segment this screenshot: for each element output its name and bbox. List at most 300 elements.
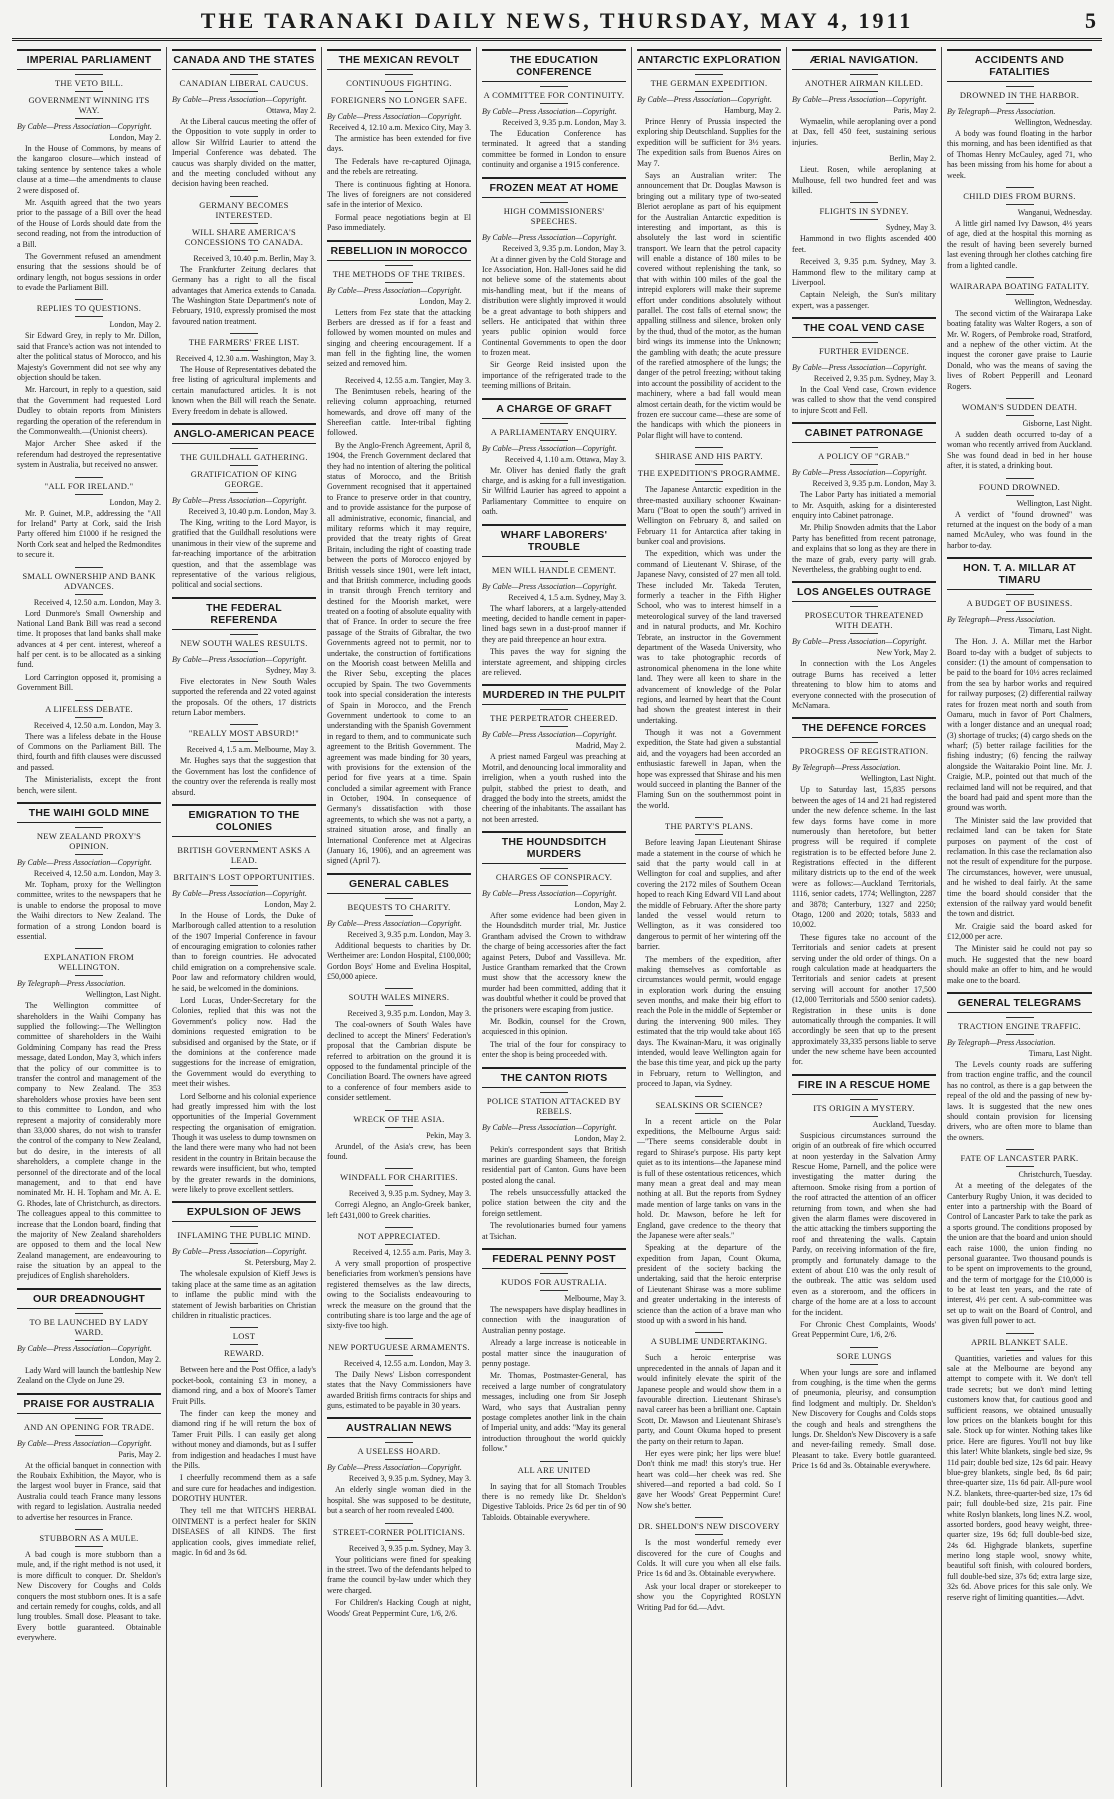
paragraph: There is continuous fighting at Honora. The lives of foreigners are not considered safe in the interior of Mexico. — [327, 179, 471, 210]
article-heading: FEDERAL PENNY POST — [482, 1248, 626, 1269]
byline: By Cable—Press Association—Copyright. — [792, 637, 927, 647]
article — [482, 49, 626, 171]
dateline: London, May 2. — [109, 1354, 161, 1364]
divider — [1006, 594, 1034, 595]
byline: By Cable—Press Association—Copyright. — [17, 122, 152, 131]
divider — [540, 440, 568, 441]
divider — [695, 1517, 723, 1518]
article-heading: GENERAL CABLES — [327, 873, 471, 894]
divider — [230, 448, 258, 449]
dateline: Received 4, 12.55 a.m. Paris, May 3. — [352, 1248, 471, 1258]
article-subheading: A USELESS HOARD. — [357, 1446, 441, 1457]
divider — [230, 74, 258, 75]
article — [327, 1523, 471, 1619]
dateline: Pekin, May 3. — [426, 1130, 471, 1140]
divider — [850, 464, 878, 465]
divider — [75, 91, 103, 92]
paragraph: Lieut. Rosen, while aeroplaning at Mulhouse, fell two hundred feet and was killed. — [792, 165, 936, 195]
article-subheading: A SUBLIME UNDERTAKING. — [650, 1336, 768, 1347]
divider — [1006, 1166, 1034, 1167]
byline: By Telegraph—Press Association. — [17, 979, 126, 989]
article-subheading: THE GUILDHALL GATHERING. — [180, 452, 308, 463]
paragraph: The trial of the four for conspiracy to enter the shop is being proceeded with. — [482, 1039, 626, 1060]
divider — [75, 1546, 103, 1547]
paragraph: I cheerfully recommend them as a safe and sure cure for headaches and indigestion. DOROTHY HUNTER. — [172, 1473, 316, 1504]
article-subheading: GOVERNMENT WINNING ITS WAY. — [28, 95, 150, 115]
divider — [540, 103, 568, 104]
divider — [1006, 1034, 1034, 1035]
paragraph: At the Liberal caucus meeting the offer of the Opposition to vote supply in order to allow Sir Wilfrid Laurier to attend the Imperial Conference was debated. The caucus was sharply divided on the matter, and the meeting concluded without any decision having been reached. — [172, 117, 316, 189]
article-heading: REBELLION IN MOROCCO — [327, 240, 471, 261]
dateline: London, May 2. — [109, 133, 161, 142]
divider — [75, 700, 103, 701]
article — [327, 1168, 471, 1221]
paragraph: The Frankfurter Zeitung declares that Germany has a right to all the fiscal advantages that America extends to Canada. The Washington State Department's note of February, 1910, expressly promised the most favoured nation treatment. — [172, 264, 316, 326]
divider — [1006, 611, 1034, 612]
byline: By Cable—Press Association—Copyright. — [482, 1122, 617, 1132]
article-subheading: REWARD. — [223, 1348, 265, 1359]
paragraph: At the official banquet in connection with the Roubaix Exhibition, the Mayor, who is the largest wool buyer in France, said that Australia could teach France many lessons with regard to legislation. Australia needed to advertise her resources in France. — [17, 1460, 161, 1522]
article — [637, 1096, 781, 1327]
article — [792, 717, 936, 1068]
article — [17, 700, 161, 796]
article-subheading: SEALSKINS OR SCIENCE? — [655, 1099, 763, 1110]
article-subheading: EXPLANATION FROM WELLINGTON. — [43, 952, 135, 973]
article — [792, 581, 936, 711]
divider — [540, 1092, 568, 1093]
divider — [850, 91, 878, 92]
paragraph: They tell me that WITCH'S HERBAL OINTMENT is a perfect healer for SKIN DISEASES of all KINDS. The first application cools, gives immediate relief, magic. In 6d and 3s 6d. — [172, 1506, 316, 1558]
article-subheading: HIGH COMMISSIONERS' SPEECHES. — [503, 205, 605, 226]
divider — [75, 1313, 103, 1314]
article — [947, 398, 1092, 472]
divider — [540, 229, 568, 230]
divider — [230, 841, 258, 842]
article — [327, 873, 471, 983]
divider — [850, 1364, 878, 1365]
divider — [540, 86, 568, 87]
byline: By Cable—Press Association—Copyright. — [327, 285, 462, 295]
divider — [540, 1461, 568, 1462]
dateline: Melbourne, May 3. — [564, 1294, 626, 1304]
article-subheading: PROSECUTOR THREATENED WITH DEATH. — [804, 610, 924, 631]
divider — [230, 1361, 258, 1362]
divider — [75, 118, 103, 119]
divider — [75, 827, 103, 828]
paragraph: In the House of Commons, by means of the kangaroo closure—which instead of taking sentence by sentence takes a whole clause at a time—the amendments to clause 2 were disposed of. — [17, 144, 161, 195]
divider — [385, 1110, 413, 1111]
dateline: Sydney, May 3. — [265, 665, 316, 675]
paragraph: Major Archer Shee asked if the referendum had destroyed the representative system in Australia, but received no answer. — [17, 439, 161, 470]
article — [327, 1227, 471, 1332]
paragraph: In connection with the Los Angeles outrage Burns has received a letter threatening to blow him to atoms and everyone connected with the prosecution of McNamara. — [792, 659, 936, 710]
article-heading: MURDERED IN THE PULPIT — [482, 684, 626, 705]
article-heading: PRAISE FOR AUSTRALIA — [17, 1393, 161, 1414]
divider — [230, 1226, 258, 1227]
paragraph: The Hon. J. A. Millar met the Harbor Board to-day with a budget of subjects to consider: (1) the amount of compensation to be paid to the board for 10½ acres reclaimed from the sea by harbor works and required for railway purposes; (2) differential railway rates for frozen meat north and south from Oamaru, much in favor of Port Chalmers, with a longer distance and an unequal road; (3) shortage of trucks; (4) cargo sheds on the wharf; (5) better railage facilities for the fishing industry; (6) fencing the railway alongside the Waitarakio Point line. Mr. J. Craigie, M.P., pointed out that much of the reclaimed land will not be required, and that the board had paid and spent more than the ground was worth. — [947, 637, 1092, 813]
article-subheading: CHILD DIES FROM BURNS. — [963, 190, 1076, 201]
article-heading: EXPULSION OF JEWS — [172, 1201, 316, 1222]
divider — [540, 726, 568, 727]
byline: By Cable—Press Association—Copyright. — [327, 112, 462, 121]
article-subheading: FURTHER EVIDENCE. — [818, 346, 910, 357]
article — [172, 724, 316, 798]
article-subheading: WAIRARAPA BOATING FATALITY. — [949, 280, 1090, 291]
paragraph: The Government refused an amendment ensuring that the sessions should be of ordinary length, not bogus sessions in order to evade the Parliament Bill. — [17, 251, 161, 293]
byline: By Cable—Press Association—Copyright. — [792, 468, 927, 478]
paragraph: Lady Ward will launch the battleship New Zealand on the Clyde on June 29. — [17, 1365, 161, 1386]
paragraph: The coal-owners of South Wales have declined to accept the Miners' Federation's proposal that the Cambrian dispute be referred to arbitration on the ground it is opposed to the fundamental principle of the Conciliation Board. The owners have agreed to a conference of four members aside to consider settlement. — [327, 1020, 471, 1103]
article-subheading: WRECK OF THE ASIA. — [353, 1113, 445, 1124]
paragraph: The armistice has been extended for five days. — [327, 134, 471, 154]
article-heading: THE CANTON RIOTS — [482, 1067, 626, 1088]
article — [792, 1074, 936, 1341]
paragraph: A body was found floating in the harbor this morning, and has been identified as that of Thomas Henry McCauley, aged 71, who has been missing from his home for about a week. — [947, 129, 1092, 180]
paragraph: There was a lifeless debate in the House of Commons on the Parliament Bill. The third, fourth and fifth clauses were discussed and passed. — [17, 731, 161, 772]
article — [792, 422, 936, 575]
article-subheading: BRITAIN'S LOST OPPORTUNITIES. — [173, 871, 315, 882]
divider — [695, 817, 723, 818]
dateline: Wellington, Wednesday. — [1014, 297, 1092, 307]
paragraph: Mr. Hughes says that the suggestion that the Government has lost the confidence of the country over the referenda is really most absurd. — [172, 756, 316, 797]
article-subheading: THE METHODS OF THE TRIBES. — [332, 268, 466, 279]
article-subheading: A LIFELESS DEBATE. — [45, 703, 133, 714]
divider — [230, 333, 258, 334]
paragraph: The King, writing to the Lord Mayor, is gratified that the Guildhall resolutions were unanimous in their view of the supreme and far-reaching importance of the arbitration question, and that the assemblage was representative of the various religious, political and social sections. — [172, 518, 316, 590]
dateline: Gisborne, Last Night. — [1022, 419, 1092, 429]
dateline: Paris, May 2. — [893, 106, 936, 115]
article-heading: THE COAL VEND CASE — [792, 317, 936, 338]
byline: By Cable—Press Association—Copyright. — [792, 363, 927, 373]
divider — [695, 1349, 723, 1350]
article-subheading: FOUND DROWNED. — [978, 481, 1061, 492]
divider — [230, 91, 258, 92]
divider — [75, 1435, 103, 1436]
article — [637, 817, 781, 1089]
byline: By Cable—Press Association—Copyright. — [792, 95, 927, 104]
article-subheading: THE FARMERS' FREE LIST. — [188, 337, 300, 348]
article-subheading: GRATIFICATION OF KING GEORGE. — [190, 469, 298, 490]
article — [17, 299, 161, 470]
dateline: Received 3, 9.35 p.m. London, May 3. — [347, 1009, 471, 1019]
divider — [1006, 1017, 1034, 1018]
article — [947, 478, 1092, 552]
divider — [850, 342, 878, 343]
article-heading: ANGLO-AMERICAN PEACE — [172, 423, 316, 444]
dateline: Paris, May 2. — [118, 1449, 161, 1459]
article — [482, 177, 626, 392]
divider — [75, 1340, 103, 1341]
dateline: Received 4, 12.50 a.m. London, May 3. — [33, 868, 161, 878]
paragraph: By the Anglo-French Agreement, April 8, 1904, the French Government declared that they had no intention of altering the political status of Morocco, and the British Government recognised that it appertained to France to preserve order in that country, and to provide assistance for the purpose of all administrative, economic, financial, and military reforms which it may require, provided that the treaty rights of Great Britain, including the right of coasting trade between the ports of Morocco enjoyed by British vessels since 1901, were left intact, and that British commerce, including goods in transit through French territory and destined for the Moorish market, were treated on a footing of absolute equality with that of France. In order to secure the free passage of the Straits of Gibraltar, the two Governments agreed not to permit, nor to undertake, the construction of fortifications on the Moorish coast between Melilla and the River Sebu, excepting the places occupied by Spain. The two Governments took into special consideration the interests of Spain in Morocco, and the French Government undertook to come to an understanding with the Spanish Government in regard to them, and to communicate such agreement to the British Government. The agreement was made binding for 30 years, with provisions for the extension of the period for five years at a time. Spain concluded a similar agreement with France in October, 1904. In consequence of Germany's dissatisfaction with those agreements, to which she was not a party, a strained situation arose, and finally an International Conference met at Algeciras (January 16, 1906), and an agreement was signed (April 7). — [327, 440, 471, 866]
divider — [230, 1344, 258, 1345]
divider — [75, 594, 103, 595]
article — [327, 1110, 471, 1163]
dateline: Received 3, 9.35 p.m. London, May 3. — [502, 118, 626, 127]
article — [482, 398, 626, 518]
article — [792, 317, 936, 416]
divider — [540, 709, 568, 710]
dateline: New York, May 2. — [876, 648, 936, 658]
paragraph: Says an Australian writer: The announcement that Dr. Douglas Mawson is bringing out a military type of two-seated Bleriot aeroplane as part of his equipment for the Australian Antarctic expedition is interesting and important, as this is absolutely the last word in scientific transport. We learn that the petrol capacity will enable a distance of 180 miles to be covered without replenishing the tank, so that with within 100 miles of the goal the intrepid explorers will make their supreme effort under conditions absolutely without parallel. The cost falls of eternal snow; the appalling stillness and silence, broken only by the thud, thud of the motor, as the human bird wings its immense into the Unknown; the gambling with death; the acute pressure of the rarefied atmosphere of the lungs; the danger of the petrol freezing; without taking into account the possibility of accident to the machinery, where a bad fall would mean almost certain death, for the victim would be frozen ere succour came—these are some of the handicaps with which the pioneers in Polar flight will have to contend. — [637, 170, 781, 440]
article-subheading: WOMAN'S SUDDEN DEATH. — [961, 402, 1078, 413]
dateline: London, May 2. — [109, 320, 161, 330]
dateline: Received 3, 9.35 p.m. Sydney, May 3. — [348, 1189, 471, 1199]
article-heading: A CHARGE OF GRAFT — [482, 398, 626, 419]
divider — [385, 1459, 413, 1460]
article — [327, 988, 471, 1103]
dateline: Received 3, 9.35 p.m. Sydney, May 3. — [348, 1474, 471, 1484]
dateline: Received 4, 12.55 a.m. Tangier, May 3. — [344, 375, 471, 385]
divider — [75, 477, 103, 478]
byline: By Cable—Press Association—Copyright. — [637, 95, 772, 104]
paragraph: The Ministerialists, except the front bench, were silent. — [17, 775, 161, 795]
divider — [540, 1119, 568, 1120]
byline: By Cable—Press Association—Copyright. — [327, 1463, 462, 1473]
article — [327, 376, 471, 867]
paragraph: Mr. Harcourt, in reply to a question, said that the Government had requested Lord Dudley to obtain reports from Ministers regarding the operation of the referendum in the Commonwealth.—(Unionist cheers). — [17, 385, 161, 436]
byline: By Cable—Press Association—Copyright. — [482, 889, 617, 899]
article-heading: CABINET PATRONAGE — [792, 422, 936, 443]
article-subheading: ALL ARE UNITED — [517, 1464, 591, 1475]
divider — [75, 567, 103, 568]
paragraph: Quantities, varieties and values for this sale at the Melbourne are beyond any attempt to compete with it. We don't tell trade secrets; but we don't mind letting customers know that, for cautious good and sufficient reasons, we obtained unusually low prices on the blankets bought for this sale. Stock up for winter. Nothing takes like price. Here are figures. You'll not buy like this later! White blankets, single bed size, 9s 11d pair; double bed size, 12s 6d pair. Heavy blue-grey blankets, single bed, 8s 6d pair; three-quarter size, 11s 6d pair. All-pure wool N.Z. blankets, three-quarter-bed size, 17s 6d pair; full double-bed size, 21s pair. Fine white Roslyn blankets, long lines N.Z. wool, assorted borders, good heavy weight, three-quarter size, 19s 6d; full double-bed size, 24s 6d. Highgrade blankets, superfine merino long staple wool, snowy white, beautiful soft finish, with coloured borders, full double-bed size, 37s 6d; extra large size, 32s 6d. Above prices for this sale only. We reserve right of limiting quantities.—Advt. — [947, 1353, 1092, 1602]
dateline: Received 4, 12.50 a.m. London, May 3. — [33, 720, 161, 730]
article — [792, 1347, 936, 1472]
divider — [385, 1355, 413, 1356]
article-heading: FIRE IN A RESCUE HOME — [792, 1074, 936, 1095]
dateline: London, May 2. — [264, 899, 316, 909]
article — [172, 1201, 316, 1321]
article — [172, 804, 316, 1196]
paragraph: Five electorates in New South Wales supported the referenda and 22 voted against the proposals. Of the others, 17 districts return Labor members. — [172, 676, 316, 717]
paragraph: Though it was not a Government expedition, the State had given a substantial aid, and the voyagers had been accorded an enthusiastic farewell in Japan, when the hope was expressed that Shirase and his men would succeed in planting the Banner of the Flaming Sun on the southernmost point in the world. — [637, 728, 781, 810]
dateline: Wellington, Last Night. — [85, 990, 161, 1000]
article — [637, 1517, 781, 1613]
byline: By Telegraph—Press Association. — [792, 763, 901, 773]
article-subheading: "REALLY MOST ABSURD!" — [188, 728, 300, 739]
article-heading: FROZEN MEAT AT HOME — [482, 177, 626, 198]
paragraph: A priest named Fargeul was preaching at Motril, and denouncing local immorality and irreligion, when a youth rushed into the pulpit, stabbed the priest to death, and dragged the body into the streets, amidst the cheering of the inhabitants. The assailant has not been arrested. — [482, 752, 626, 824]
paragraph: In the Coal Vend case, Crown evidence was called to show that the vend conspired to injure Scott and Fell. — [792, 385, 936, 415]
article-heading: THE MEXICAN REVOLT — [327, 49, 471, 70]
divider — [385, 1540, 413, 1541]
paragraph: Lord Lucas, Under-Secretary for the Colonies, replied that this was not the Government's policy now. Had the dominions requested emigration to be subsidised and organised by the State, or if the dominions at the conference made suggestions for the increase of emigration, the Government would do everything to meet their wishes. — [172, 996, 316, 1089]
paragraph: Mr. Philip Snowden admits that the Labor Party has benefitted from recent patronage, and explains that so long as they are there in the maze of grab, every party will grab. Nevertheless, the grabbing ought to end. — [792, 523, 936, 574]
article-subheading: GERMANY BECOMES INTERESTED. — [199, 199, 289, 220]
divider — [1006, 478, 1034, 479]
dateline: Wellington, Last Night. — [1016, 498, 1092, 508]
paragraph: Suspicious circumstances surround the origin of an outbreak of fire which occurred at noon yesterday in the Salvation Army Rescue Home, Parnell, and the police were investigating the matter during the afternoon. Smoke rising from a portion of the roof attracted the attention of an officer returning from town, and when she had given the alarm flames were discovered in the attic attacking the timbers supporting the roof and threatening the walls. Captain Pardy, on receiving information of the fire, promptly and fortunately damage to the extent of about £10 was the only result of the outbreak. The attic was seldom used even as a storeroom, and the officers in charge of the home are at a loss to account for the incident. — [792, 1130, 936, 1317]
article — [17, 477, 161, 561]
page-number: 5 — [1085, 8, 1096, 33]
byline: By Telegraph—Press Association. — [947, 107, 1056, 116]
byline: By Cable—Press Association—Copyright. — [17, 857, 152, 867]
paragraph: An elderly single woman died in the hospital. She was supposed to be destitute, but a search of her room revealed £400. — [327, 1485, 471, 1516]
divider — [695, 481, 723, 482]
byline: By Cable—Press Association—Copyright. — [172, 1247, 307, 1257]
paragraph: The Daily News' Lisbon correspondent states that the Navy Commissioners have awarded British firms contracts for ships and guns, estimated to be payable in 30 years. — [327, 1369, 471, 1410]
article-subheading: KUDOS FOR AUSTRALIA. — [501, 1277, 607, 1288]
article-heading: ÆRIAL NAVIGATION. — [792, 49, 936, 70]
paragraph: The newspapers have display headlines in connection with the inauguration of Australian penny postage. — [482, 1305, 626, 1335]
paragraph: Sir George Reid insisted upon the importance of the refrigerated trade to the teeming millions of Britain. — [482, 360, 626, 391]
divider — [385, 265, 413, 266]
article-subheading: POLICE STATION ATTACKED BY REBELS. — [486, 1095, 622, 1116]
article-subheading: TRACTION ENGINE TRAFFIC. — [958, 1021, 1081, 1032]
column-1 — [12, 47, 167, 1787]
divider — [385, 74, 413, 75]
dateline: Auckland, Tuesday. — [872, 1119, 936, 1129]
byline: By Cable—Press Association—Copyright. — [482, 730, 617, 740]
dateline: Wanganui, Wednesday. — [1017, 207, 1092, 217]
divider — [1006, 1149, 1034, 1150]
divider — [850, 633, 878, 634]
paragraph: Mr. Craigie said the board asked for £12,000 per acre. — [947, 921, 1092, 942]
article-subheading: SMALL OWNERSHIP AND BANK ADVANCES. — [22, 570, 156, 591]
divider — [540, 1290, 568, 1291]
paragraph: The wharf laborers, at a largely-attended meeting, decided to handle cement in paper-lined bags sewn in a dust-proof manner if they are paid threepence an hour extra. — [482, 603, 626, 644]
divider — [850, 219, 878, 220]
article-subheading: ITS ORIGIN A MYSTERY. — [813, 1102, 915, 1113]
byline: By Cable—Press Association—Copyright. — [17, 1343, 152, 1353]
paragraph: In saying that for all Stomach Troubles there is no remedy like Dr. Sheldon's Digestive Tabloids. Price 2s 6d per tin of 90 Tabloids. Obtainable everywhere. — [482, 1481, 626, 1522]
divider — [695, 74, 723, 75]
divider — [230, 651, 258, 652]
divider — [540, 202, 568, 203]
paragraph: Mr. Asquith agreed that the two years prior to the passage of a Bill over the head of the House of Lords should date from the second reading, not from the introduction of a Bill. — [17, 197, 161, 249]
divider — [695, 447, 723, 448]
article — [947, 277, 1092, 392]
byline: By Cable—Press Association—Copyright. — [172, 888, 307, 898]
divider — [385, 1185, 413, 1186]
paragraph: Such a heroic enterprise was unprecedented in the annals of Japan and it would infinitely elevate the spirit of the Japanese people and would show them in a favourable direction. Lieutenant Shirase's naval career has been a brilliant one. Captain Scott, Dr. Mawson and Lieutenant Shirase's party, and Count Okuma hoped to present the party on their return to Japan. — [637, 1353, 781, 1446]
article-subheading: A COMMITTEE FOR CONTINUITY. — [483, 90, 625, 100]
article-subheading: THE GERMAN EXPEDITION. — [650, 78, 768, 88]
paragraph: The second victim of the Wairarapa Lake boating fatality was Walter Rogers, a son of Mr. W. Rogers, of Pembroke road, Stratford, and a nephew of the other victim. At the inquest the coroner gave praise to Laurie Donald, who was the means of saving the lives of Robert Pepperill and Leonard Rogers. — [947, 308, 1092, 391]
dateline: Received 3, 9.35 p.m. London, May 3. — [502, 243, 626, 253]
divider — [385, 1442, 413, 1443]
article-subheading: DROWNED IN THE HARBOR. — [959, 90, 1080, 100]
paragraph: Formal peace negotiations begin at El Paso immediately. — [327, 212, 471, 233]
divider — [850, 606, 878, 607]
article-subheading: CONTINUOUS FIGHTING. — [346, 78, 452, 88]
dateline: Received 3, 10.40 p.m. Berlin, May 3. — [193, 253, 316, 263]
paragraph: Her eyes were pink; her lips were blue! Don't think me mad! this story's true. Her heart was cold—her cheek was red. She shivered—and reported a bad cold. So I gave her Woods' Great Peppermint Cure! Now she's better. — [637, 1448, 781, 1510]
divider — [850, 202, 878, 203]
article-subheading: APRIL BLANKET SALE. — [970, 1336, 1069, 1347]
divider — [540, 423, 568, 424]
divider — [230, 465, 258, 466]
paragraph: At a dinner given by the Cold Storage and Ice Association, Hon. Hall-Jones said he did not believe some of the statements about mis-handling meat, but if the means of distribution were slightly improved it would be a great advantage to both shippers and sellers. He anticipated that within three years public opinion would force Continental Governments to open the door to frozen meat. — [482, 254, 626, 358]
article-heading: LOS ANGELES OUTRAGE — [792, 581, 936, 602]
divider — [1006, 495, 1034, 496]
divider — [1006, 1333, 1034, 1334]
divider — [385, 1244, 413, 1245]
article-subheading: THE EXPEDITION'S PROGRAMME. — [637, 468, 781, 479]
divider — [75, 494, 103, 495]
paragraph: Mr. P. Guinet, M.P., addressing the "All for Ireland" Party at Cork, said the Irish Party offered him £1000 if he resigned the North Cork seat and helped the Redmondites to secure it. — [17, 508, 161, 560]
paragraph: Sir Edward Grey, in reply to Mr. Dillon, said that France's action was not intended to alter the political status of Morocco, and his Majesty's Government did not see why any objection should be taken. — [17, 331, 161, 383]
dateline: Received 3, 9.35 p.m. London, May 3. — [347, 929, 471, 939]
divider — [540, 1478, 568, 1479]
paragraph: The Education Conference has terminated. It agreed that a standing committee be formed in London to ensure continuity and organise a 1915 conference. — [482, 129, 626, 170]
byline: By Cable—Press Association—Copyright. — [172, 95, 307, 104]
paragraph: For Children's Hacking Cough at night, Woods' Great Peppermint Cure, 1/6, 2/6. — [327, 1598, 471, 1618]
article-subheading: SORE LUNGS — [836, 1350, 892, 1361]
paragraph: The finder can keep the money and diamond ring if he will return the box of Tamer Fruit Pills. I can easily get along without money and diamonds, but as I suffer from indigestion and headaches I must have the Pills. — [172, 1408, 316, 1470]
paragraph: The expedition, which was under the command of Lieutenant V. Shirase, of the Japanese Navy, consisted of 27 men all told. These included Mr. Takeda Teruten, formerly a teacher in the Fifth Higher School, who was to interest himself in a meteorological survey of the land traversed and in natural products, and Mr. Kochiro Tebrate, an instructor in the Government department of the Waseda University, who was to take photographic records of astronomical phenomena in the lone white land. They were all keen to share in the advancement of knowledge of the Polar regions, and learned by heart that the Count had shown the greatest interest in their undertaking. — [637, 549, 781, 725]
paragraph: Lord Dunmore's Small Ownership and National Land Bank Bill was read a second time. It proposes that land banks shall make advances at 4 per cent. interest, whereof a half per cent. is to be allocated as a sinking fund. — [17, 608, 161, 670]
article-heading: HON. T. A. MILLAR AT TIMARU — [947, 557, 1092, 590]
paragraph: The Japanese Antarctic expedition in the three-masted auxiliary schooner Kwainan-Maru ("Boat to open the south") arrived in Wellington on February 8, and sailed on February 11 for Antarctica after taking in bunker coal and provisions. — [637, 485, 781, 547]
dateline: Received 4, 12.55 a.m. London, May 3. — [343, 1358, 471, 1368]
paragraph: These figures take no account of the Territorials and senior cadets at present serving under the old order of things. On a rough calculation made at headquarters the Territorials and senior cadets at present serving will account for another 17,500 (12,000 Territorials and 5500 senior cadets). Registration in these units is done automatically through the companies. It will accordingly be seen that up to the present approximately 33,335 persons liable to serve under the new scheme have been accounted for. — [792, 932, 936, 1067]
article-subheading: WILL SHARE AMERICA'S CONCESSIONS TO CANADA. — [184, 226, 304, 247]
dateline: Wellington, Wednesday. — [1014, 118, 1092, 127]
dateline: Madrid, May 2. — [575, 741, 626, 751]
divider — [695, 464, 723, 465]
paragraph: The Minister said the law provided that reclaimed land can be taken for State purposes on payment of the cost of reclamation. In this case the reclamation also not the result of expenditure for the purpose. The circumstances, however, were unusual, and he wished to deal fairly. At the same time the board should consider that the extension of the railway yard would benefit the town and district. — [947, 815, 1092, 919]
divider — [230, 885, 258, 886]
divider — [540, 561, 568, 562]
masthead-title: THE TARANAKI DAILY NEWS, THURSDAY, MAY 4, 1911 — [200, 8, 914, 33]
divider — [230, 634, 258, 635]
article-heading: THE WAIHI GOLD MINE — [17, 802, 161, 823]
divider — [850, 742, 878, 743]
article-heading: EMIGRATION TO THE COLONIES — [172, 804, 316, 837]
article-subheading: NEW PORTUGUESE ARMAMENTS. — [328, 1341, 470, 1352]
paragraph: The wholesale expulsion of Kieff Jews is taking place at the same time as an agitation to inflame the public mind with the statement of Jewish barbarities on Christian children in ritualistic practices. — [172, 1269, 316, 1320]
dateline: St. Petersburg, May 2. — [244, 1258, 316, 1268]
article-subheading: A BUDGET OF BUSINESS. — [966, 598, 1073, 609]
article-subheading: SHIRASE AND HIS PARTY. — [655, 451, 763, 462]
dateline: Received 3, 9.35 p.m. London, May 3. — [812, 479, 936, 489]
paragraph: The Wellington committee of shareholders in the Waihi Company has supplied the following:—The Wellington committee of shareholders in the Waihi Goldmining Company has read the Press message, dated London, May 3, which infers that the policy of our committee is to transfer the control and management of the company to New Zealand. The 353 shareholders whose proxies have been sent to this committee to London, and who represent a majority of considerably more than 33,000 shares, do not wish to transfer the control of the company to New Zealand, but do desire, in the interests of all shareholders, a complete change in the personnel of the directorate and of the local management, and to that end have nominated Mr. H. H. Topham and Mr. A. E. G. Rhodes, late of Christchurch, as directors. The colleagues appeal to this committee to increase that the London board, finding that the majority of New Zealand shareholders are opposed to them and the local New Zealand management, are endeavouring to raise the situation by an appeal to the prejudices of English shareholders. — [17, 1001, 161, 1281]
article — [482, 831, 626, 1060]
divider — [230, 250, 258, 251]
article — [327, 1338, 471, 1412]
paragraph: Speaking at the departure of the expedition from Japan, Count Okuma, president of the society backing the undertaking, said that the heroic enterprise of Lieutenant Shirase was a more sublime and greater undertaking in the interests of science than the action of a brave man who stood up with a sword in his hand. — [637, 1243, 781, 1326]
article — [17, 802, 161, 942]
article — [17, 1393, 161, 1523]
divider — [75, 975, 103, 976]
divider — [230, 868, 258, 869]
divider — [850, 1347, 878, 1348]
article — [172, 49, 316, 190]
paragraph: This paves the way for signing the interstate agreement, and shipping circles are relieved. — [482, 647, 626, 677]
dateline: London, May 2. — [574, 1133, 626, 1143]
dateline: Received 4, 12.30 a.m. Washington, May 3. — [175, 354, 316, 364]
paragraph: A little girl named Ivy Dawson, 4½ years of age, died at the hospital this morning as the result of having been severely burned last evening through her clothes catching fire from a lighted candle. — [947, 218, 1092, 270]
divider — [385, 108, 413, 109]
article-subheading: FATE OF LANCASTER PARK. — [960, 1153, 1079, 1164]
masthead — [12, 8, 1102, 41]
paragraph: The rebels unsuccessfully attacked the police station between the city and the foreign settlement. — [482, 1188, 626, 1218]
columns-container — [12, 47, 1102, 1787]
paragraph: The members of the expedition, after making themselves as comfortable as circumstances would permit, would engage in exploration work during the ensuing seven months, and make their big effort to reach the Pole in the middle of September or during the intervening 900 miles. They estimated that the trip would take about 165 days. The Kwainan-Maru, it was originally intended, would leave Wellington again for the base this time year, and pick up the party in February, return to Wellington, and proceed to Japan, via Sydney. — [637, 954, 781, 1089]
article — [792, 49, 936, 148]
article — [482, 684, 626, 825]
article — [327, 240, 471, 370]
divider — [1006, 294, 1034, 295]
article — [17, 49, 161, 293]
divider — [385, 915, 413, 916]
article — [17, 948, 161, 1282]
article — [947, 557, 1092, 986]
article-subheading: STREET-CORNER POLITICIANS. — [332, 1526, 466, 1537]
paragraph: Hammond in two flights ascended 400 feet. — [792, 234, 936, 254]
